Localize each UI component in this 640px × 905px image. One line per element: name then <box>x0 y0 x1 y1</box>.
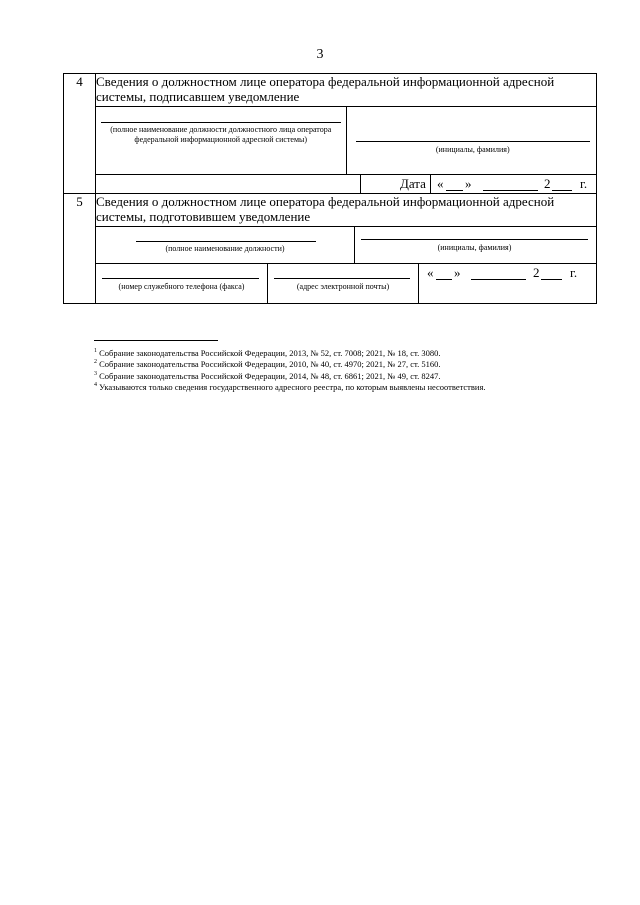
section-4-quote-close: » <box>465 176 472 191</box>
section-5-phone-caption: (номер служебного телефона (факса) <box>118 282 245 291</box>
section-4-date-row <box>96 175 597 194</box>
section-4-name-field[interactable] <box>346 107 597 175</box>
notification-form-table <box>63 73 597 304</box>
section-4-position-caption: (полное наименование должности должностного лица оператора федеральной информационной адресной системы) <box>110 125 332 144</box>
section-5-day-field[interactable] <box>436 279 452 280</box>
page-number: 3 <box>316 47 324 62</box>
section-4-number: 4 <box>64 74 96 194</box>
section-4-year-suffix: г. <box>580 176 588 191</box>
section-4-position-field[interactable] <box>96 107 347 175</box>
footnote-3: $^3$ Собрание законодательства Российской Федерации, 2014, № 48, ст. 6861; 2021, № 49, ст. 8247. <box>94 370 441 381</box>
footnotes <box>94 347 594 392</box>
section-5-year-prefix: 2 <box>533 265 540 280</box>
section-5-contact-row <box>96 264 597 304</box>
section-5-quote-close: » <box>454 265 461 280</box>
section-5-position-name-row <box>96 227 597 264</box>
section-4-date-label: Дата <box>400 176 426 191</box>
section-5-year-suffix: г. <box>570 265 578 280</box>
section-5-title: Сведения о должностном лице оператора федеральной информационной адресной системы, подготовившем уведомление <box>96 194 597 227</box>
footnote-separator <box>94 340 218 341</box>
section-4-quote-open: « <box>437 176 444 191</box>
section-5-position-field[interactable] <box>96 227 354 263</box>
section-4-month-field[interactable] <box>483 190 538 191</box>
section-4-year-field[interactable] <box>552 190 572 191</box>
footnote-2: $^2$ Собрание законодательства Российской Федерации, 2010, № 40, ст. 4970; 2021, № 27, ст. 5160. <box>94 359 441 370</box>
section-4-name-caption: (инициалы, фамилия) <box>435 145 510 154</box>
section-5-position-caption: (полное наименование должности) <box>165 244 285 253</box>
section-5-year-field[interactable] <box>541 279 562 280</box>
footnote-1: $^1$ Собрание законодательства Российской Федерации, 2013, № 52, ст. 7008; 2021, № 18, ст. 3080. <box>94 347 441 358</box>
footnote-4: $^4$ Указываются только сведения государственного адресного реестра, по которым выявлены несоответствия. <box>94 381 486 392</box>
section-5-name-caption: (инициалы, фамилия) <box>437 243 512 252</box>
section-4-day-field[interactable] <box>446 190 463 191</box>
section-5-month-field[interactable] <box>471 279 526 280</box>
section-5-quote-open: « <box>427 265 434 280</box>
section-4-title: Сведения о должностном лице оператора федеральной информационной адресной системы, подписавшем уведомление <box>96 74 597 107</box>
section-5-email-field[interactable] <box>268 264 418 303</box>
section-5-name-field[interactable] <box>355 227 596 263</box>
section-4-year-prefix: 2 <box>544 176 551 191</box>
section-5-email-caption: (адрес электронной почты) <box>296 282 390 291</box>
section-5-number: 5 <box>64 194 96 304</box>
section-5-phone-field[interactable] <box>96 264 267 303</box>
